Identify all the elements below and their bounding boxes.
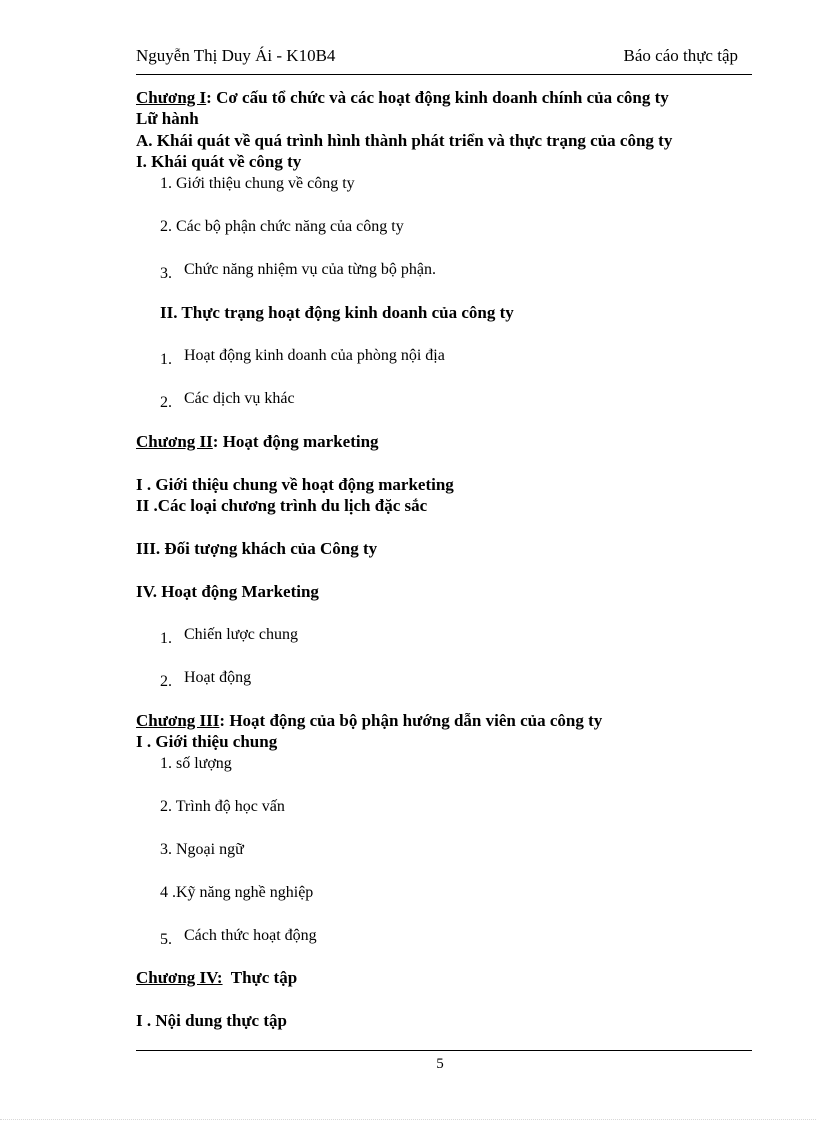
- chapter-1-title: : Cơ cấu tổ chức và các hoạt động kinh doanh chính của công ty: [206, 88, 669, 107]
- chapter-4-label: Chương IV:: [136, 968, 223, 987]
- toc-item-number: 5.: [160, 931, 172, 948]
- toc-item-3-5: [160, 926, 317, 946]
- chapter-4-heading: [136, 968, 297, 988]
- header-report-title: Báo cáo thực tập: [623, 46, 738, 65]
- toc-item-number: 3.: [160, 265, 172, 282]
- header-author: Nguyễn Thị Duy Ái - K10B4: [136, 46, 336, 65]
- toc-item-text: Hoạt động: [184, 669, 252, 686]
- toc-item-3-3: 3. Ngoại ngữ: [160, 841, 244, 858]
- toc-item-number: 2.: [160, 394, 172, 411]
- chapter-3-label: Chương III: [136, 711, 220, 730]
- chapter-2-heading: [136, 432, 379, 452]
- toc-item-1-2: 2. Các bộ phận chức năng của công ty: [160, 218, 404, 235]
- chapter-4-title: Thực tập: [222, 968, 298, 987]
- toc-item-3-1: 1. số lượng: [160, 755, 232, 772]
- section-ii-heading: II. Thực trạng hoạt động kinh doanh của công ty: [160, 303, 514, 322]
- chapter-2-section-iv: IV. Hoạt động Marketing: [136, 582, 319, 601]
- section-i-heading: I. Khái quát về công ty: [136, 152, 302, 171]
- header-rule: [136, 74, 752, 75]
- toc-item-2-1: [160, 346, 445, 366]
- chapter-2-title: : Hoạt động marketing: [212, 432, 379, 451]
- toc-item-iv-2: [160, 668, 251, 688]
- chapter-2-label: Chương II: [136, 432, 213, 451]
- toc-item-3-4: 4 .Kỹ năng nghề nghiệp: [160, 884, 314, 901]
- chapter-2-section-iii: III. Đối tượng khách của Công ty: [136, 539, 378, 558]
- chapter-3-heading: [136, 711, 602, 731]
- chapter-1-title-cont: Lữ hành: [136, 109, 199, 128]
- toc-item-2-2: [160, 389, 295, 409]
- toc-item-text: Các dịch vụ khác: [184, 390, 295, 407]
- page-bottom-edge: [0, 1119, 816, 1120]
- section-a-heading: A. Khái quát về quá trình hình thành phát triển và thực trạng của công ty: [136, 131, 673, 150]
- chapter-4-section-i: I . Nội dung thực tập: [136, 1011, 287, 1030]
- toc-item-number: 1.: [160, 351, 172, 368]
- toc-item-text: Cách thức hoạt động: [184, 927, 317, 944]
- chapter-1-label: Chương I: [136, 88, 207, 107]
- toc-item-number: 1.: [160, 630, 172, 647]
- toc-item-1-3: [160, 260, 436, 280]
- toc-item-3-2: 2. Trình độ học vấn: [160, 798, 285, 815]
- chapter-2-section-ii: II .Các loại chương trình du lịch đặc sắc: [136, 496, 428, 515]
- toc-item-iv-1: [160, 625, 298, 645]
- toc-item-text: Chức năng nhiệm vụ của từng bộ phận.: [184, 261, 436, 278]
- page-number: 5: [436, 1056, 444, 1072]
- chapter-2-section-i: I . Giới thiệu chung về hoạt động marketing: [136, 475, 454, 494]
- chapter-3-title: : Hoạt động của bộ phận hướng dẫn viên của công ty: [219, 711, 603, 730]
- chapter-3-section-i: I . Giới thiệu chung: [136, 732, 278, 751]
- toc-item-1-1: 1. Giới thiệu chung về công ty: [160, 175, 355, 192]
- toc-item-text: Hoạt động kinh doanh của phòng nội địa: [184, 347, 445, 364]
- toc-item-text: Chiến lược chung: [184, 626, 298, 643]
- footer-rule: [136, 1050, 752, 1051]
- toc-item-number: 2.: [160, 673, 172, 690]
- chapter-1-heading: [136, 88, 669, 108]
